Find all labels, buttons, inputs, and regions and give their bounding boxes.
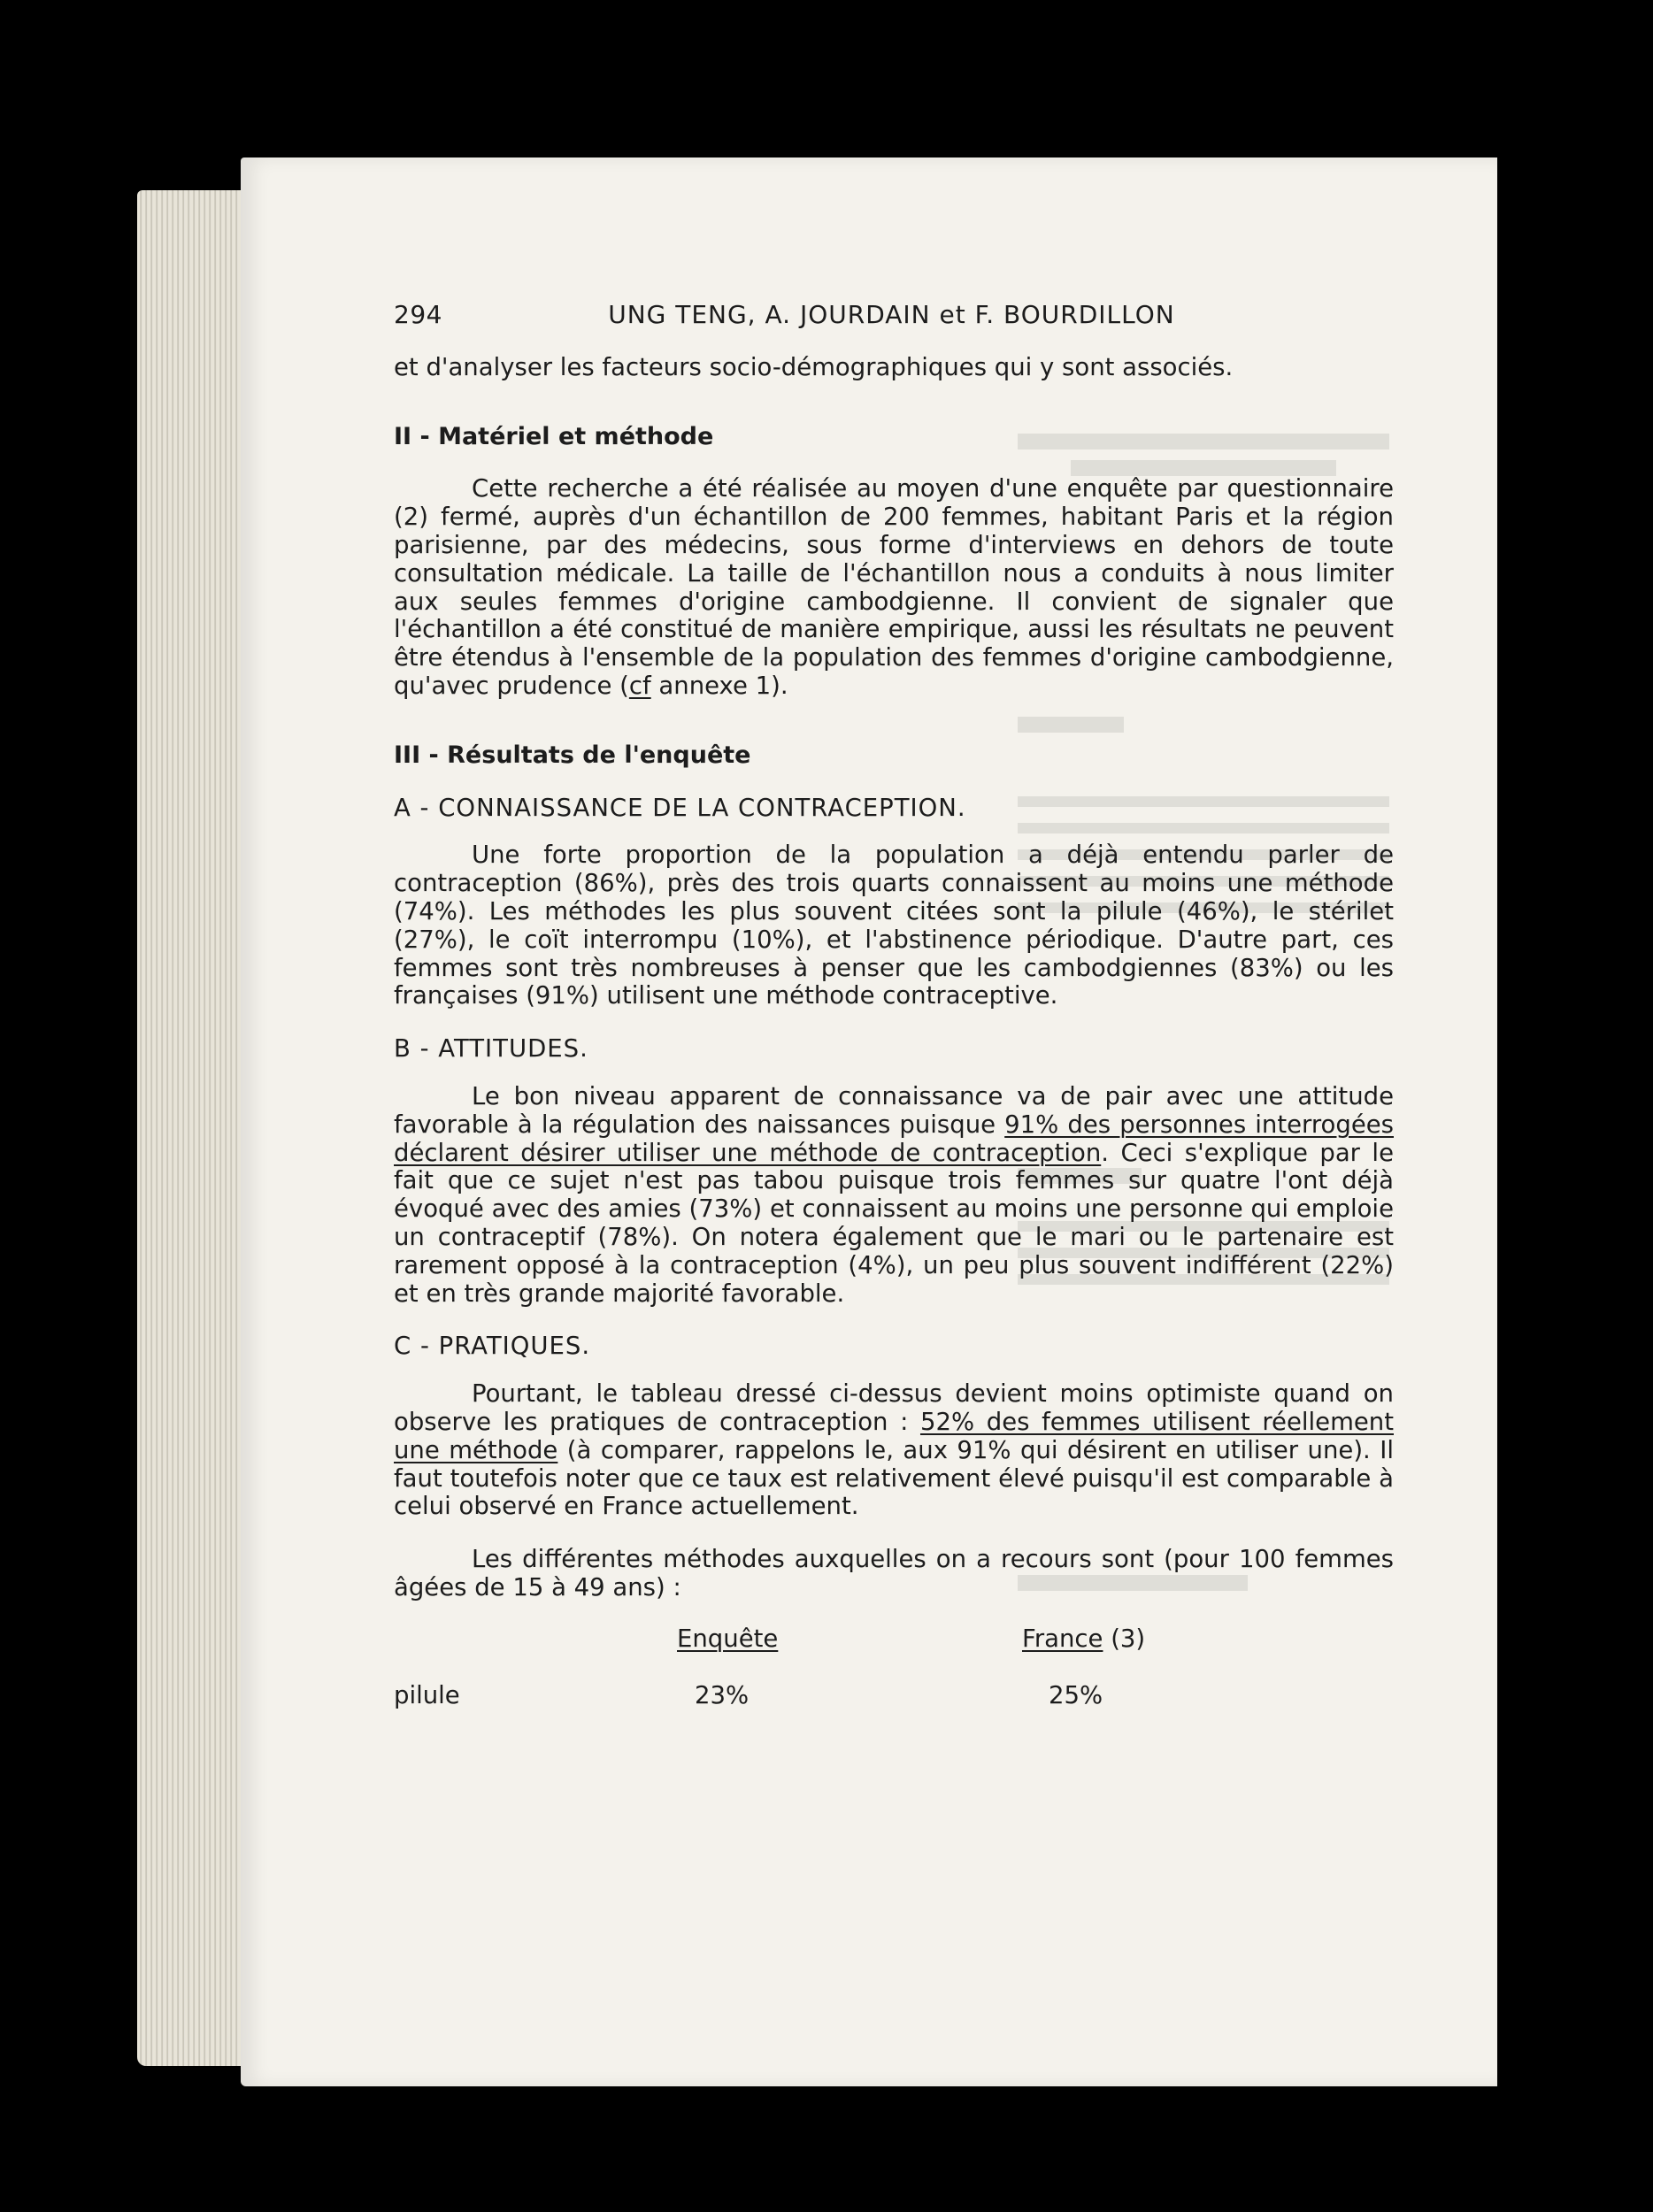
paragraph-pratiques-end: (à comparer, rappelons le, aux 91% qui désirent en utiliser une). Il faut toutefois noter que ce taux est relativement élevé puisqu'il est comparable à celui observé en France actuellement. [394,1435,1394,1521]
paragraph-pratiques-start: Pourtant, le tableau dressé ci-dessus devient moins optimiste quand on observe les pratiques de contraception : [394,1379,1394,1436]
table-header [394,1625,1394,1661]
paragraph-attitudes-underlined: 91% des personnes interrogées déclarent désirer utiliser une méthode de contraception [394,1110,1394,1167]
paragraph-materiel-end: annexe 1). [650,671,788,700]
running-title: UNG TENG, A. JOURDAIN et F. BOURDILLON [608,300,1175,329]
paragraph-attitudes-start: Le bon niveau apparent de connaissance va de pair avec une attitude favorable à la régulation des naissances puisque [394,1081,1394,1139]
subsection-a-heading: A - CONNAISSANCE DE LA CONTRACEPTION. [394,793,966,822]
row-enquete-value: 23% [695,1680,750,1709]
paragraph-materiel-text: Cette recherche a été réalisée au moyen d'une enquête par questionnaire (2) fermé, auprès d'un échantillon de 200 femmes, habitant Paris et la région parisienne, par des médecins, sous forme d'interviews en dehors de toute consultation médicale. La taille de l'échantillon nous a conduits à nous limiter aux seules femmes d'origine cambodgienne. Il convient de signaler que l'échantillon a été constitué de manière empirique, aussi les résultats ne peuvent être étendus à l'ensemble de la population des femmes d'origine cambodgienne, qu'avec prudence ( [394,474,1394,700]
row-label: pilule [394,1680,460,1709]
cf-abbreviation: cf [628,671,651,700]
paragraph-connaissance: Une forte proportion de la population a déjà entendu parler de contraception (86%), près des trois quarts connaissent au moins une méthode (74%). Les méthodes les plus souvent citées sont la pilule (46%), le stérilet (27%), le coït interrompu (10%), et l'abstinence périodique. D'autre part, ces femmes sont très nombreuses à penser que les cambodgiennes (83%) ou les françaises (91%) utilisent une méthode contraceptive. [394,841,1394,1010]
row-france-value: 25% [1049,1680,1103,1709]
col-header-france-ref: (3) [1103,1624,1146,1653]
table-row [394,1682,1394,1717]
page-text [394,301,1394,1717]
paragraph-materiel [394,475,1394,700]
paragraph-pratiques [394,1380,1394,1521]
intro-line: et d'analyser les facteurs socio-démographiques qui y sont associés. [394,352,1234,381]
paragraph-methodes: Les différentes méthodes auxquelles on a recours sont (pour 100 femmes âgées de 15 à 49 ans) : [394,1545,1394,1601]
book-page-edges [137,190,252,2066]
col-header-enquete: Enquête [677,1624,779,1653]
paragraph-attitudes [394,1083,1394,1308]
col-header-france: France [1022,1624,1103,1653]
subsection-b-heading: B - ATTITUDES. [394,1034,588,1064]
section-title-resultats: III - Résultats de l'enquête [394,741,751,769]
page-number: 294 [394,300,442,329]
paragraph-attitudes-end: . Ceci s'explique par le fait que ce sujet n'est pas tabou puisque trois femmes sur quatre l'ont déjà évoqué avec des amies (73%) et connaissent au moins une personne qui emploie un contraceptif (78%). On notera également que le mari ou le partenaire est rarement opposé à la contraception (4%), un peu plus souvent indifférent (22%) et en très grande majorité favorable. [394,1138,1394,1308]
running-header [394,301,1394,329]
paragraph-pratiques-underlined: 52% des femmes utilisent réellement une méthode [394,1407,1394,1464]
section-title-materiel: II - Matériel et méthode [394,422,714,450]
subsection-c-heading: C - PRATIQUES. [394,1332,591,1361]
